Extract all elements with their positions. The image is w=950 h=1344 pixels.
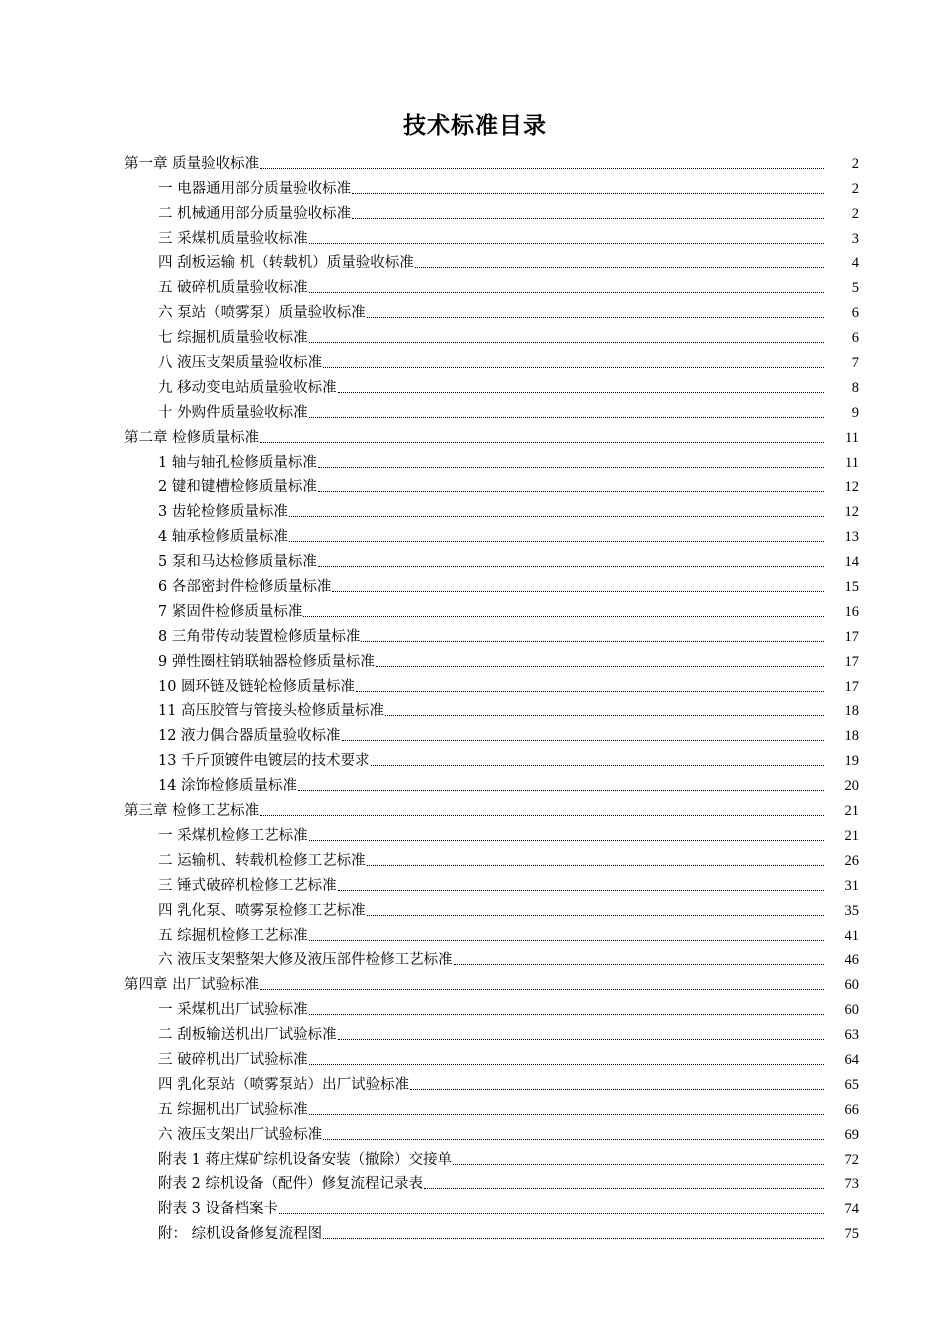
toc-entry-title: 第一章 质量验收标准 (124, 155, 260, 172)
toc-page-number: 21 (844, 827, 859, 844)
dot-leader (361, 641, 824, 642)
dot-leader (309, 243, 824, 244)
page-title: 技术标准目录 (403, 113, 547, 139)
toc-page-number: 16 (844, 603, 859, 620)
toc-entry-title: 10 圆环链及链轮检修质量标准 (158, 678, 356, 695)
toc-section-entry[interactable] (0, 374, 950, 399)
toc-page-number: 66 (844, 1101, 859, 1118)
toc-page-number: 72 (844, 1151, 859, 1168)
toc-section-entry[interactable] (0, 250, 950, 275)
dot-leader (454, 964, 824, 965)
dot-leader (279, 1213, 824, 1214)
dot-leader (410, 1089, 824, 1090)
toc-entry-title: 附： 综机设备修复流程图 (158, 1226, 323, 1243)
toc-page-number: 17 (844, 653, 859, 670)
toc-section-entry[interactable] (0, 474, 950, 499)
toc-entry-title: 6 各部密封件检修质量标准 (158, 579, 332, 596)
toc-entry-title: 14 涂饰检修质量标准 (158, 778, 298, 795)
toc-section-entry[interactable] (0, 1146, 950, 1171)
toc-entry-title: 3 齿轮检修质量标准 (158, 504, 288, 521)
dot-leader (356, 691, 824, 692)
dot-leader (323, 1238, 824, 1239)
toc-chapter-entry[interactable] (0, 971, 950, 996)
toc-entry-title: 二 刮板输送机出厂试验标准 (158, 1027, 337, 1044)
toc-section-entry[interactable] (0, 1195, 950, 1220)
toc-section-entry[interactable] (0, 225, 950, 250)
dot-leader (309, 1114, 824, 1115)
toc-page-number: 17 (844, 678, 859, 695)
toc-page-number: 21 (844, 803, 859, 820)
dot-leader (352, 193, 824, 194)
toc-section-entry[interactable] (0, 1121, 950, 1146)
dot-leader (415, 267, 824, 268)
dot-leader (385, 715, 824, 716)
toc-chapter-entry[interactable] (0, 150, 950, 175)
toc-entry-title: 七 综掘机质量验收标准 (158, 330, 308, 347)
toc-section-entry[interactable] (0, 573, 950, 598)
toc-section-entry[interactable] (0, 274, 950, 299)
toc-page-number: 26 (844, 852, 859, 869)
toc-page-number: 46 (844, 952, 859, 969)
toc-entry-title: 五 综掘机检修工艺标准 (158, 927, 308, 944)
toc-page-number: 35 (844, 902, 859, 919)
toc-section-entry[interactable] (0, 698, 950, 723)
toc-page-number: 8 (851, 379, 859, 396)
dot-leader (260, 815, 824, 816)
toc-page-number: 3 (851, 230, 859, 247)
dot-leader (318, 566, 824, 567)
toc-page-number: 14 (844, 554, 859, 571)
toc-entry-title: 十 外购件质量验收标准 (158, 404, 308, 421)
toc-page-number: 69 (844, 1126, 859, 1143)
toc-entry-title: 三 采煤机质量验收标准 (158, 230, 308, 247)
toc-section-entry[interactable] (0, 1046, 950, 1071)
toc-page-number: 18 (844, 728, 859, 745)
dot-leader (309, 840, 824, 841)
toc-page-number: 13 (844, 529, 859, 546)
toc-section-entry[interactable] (0, 548, 950, 573)
toc-section-entry[interactable] (0, 897, 950, 922)
toc-section-entry[interactable] (0, 598, 950, 623)
dot-leader (260, 989, 824, 990)
toc-entry-title: 五 破碎机质量验收标准 (158, 280, 308, 297)
toc-entry-title: 九 移动变电站质量验收标准 (158, 379, 337, 396)
toc-page-number: 2 (851, 155, 859, 172)
dot-leader (309, 1014, 824, 1015)
toc-section-entry[interactable] (0, 922, 950, 947)
dot-leader (342, 740, 824, 741)
toc-page-number: 63 (844, 1027, 859, 1044)
toc-page-number: 60 (844, 1002, 859, 1019)
toc-entry-title: 六 液压支架出厂试验标准 (158, 1126, 323, 1143)
toc-section-entry[interactable] (0, 175, 950, 200)
dot-leader (453, 1164, 824, 1165)
toc-section-entry[interactable] (0, 1071, 950, 1096)
toc-section-entry[interactable] (0, 648, 950, 673)
toc-section-entry[interactable] (0, 498, 950, 523)
toc-chapter-entry[interactable] (0, 797, 950, 822)
toc-entry-title: 一 采煤机检修工艺标准 (158, 827, 308, 844)
toc-entry-title: 附表 3 设备档案卡 (158, 1201, 278, 1218)
toc-page-number: 60 (844, 977, 859, 994)
toc-section-entry[interactable] (0, 722, 950, 747)
toc-page-number: 11 (845, 454, 859, 471)
toc-section-entry[interactable] (0, 299, 950, 324)
toc-entry-title: 四 刮板运输 机（转载机）质量验收标准 (158, 255, 414, 272)
toc-entry-title: 六 泵站（喷雾泵）质量验收标准 (158, 305, 366, 322)
dot-leader (318, 467, 824, 468)
toc-section-entry[interactable] (0, 673, 950, 698)
dot-leader (338, 890, 824, 891)
toc-page-number: 11 (845, 429, 859, 446)
toc-entry-title: 12 液力偶合器质量验收标准 (158, 728, 341, 745)
toc-page-number: 74 (844, 1201, 859, 1218)
toc-page-number: 2 (851, 205, 859, 222)
toc-entry-title: 三 破碎机出厂试验标准 (158, 1051, 308, 1068)
toc-entry-title: 第三章 检修工艺标准 (124, 803, 260, 820)
toc-page-number: 12 (844, 504, 859, 521)
toc-section-entry[interactable] (0, 399, 950, 424)
toc-entry-title: 5 泵和马达检修质量标准 (158, 554, 317, 571)
toc-section-entry[interactable] (0, 822, 950, 847)
dot-leader (424, 1188, 824, 1189)
dot-leader (303, 616, 824, 617)
toc-page-number: 65 (844, 1076, 859, 1093)
toc-entry-title: 三 锤式破碎机检修工艺标准 (158, 877, 337, 894)
dot-leader (260, 442, 824, 443)
dot-leader (309, 292, 824, 293)
toc-section-entry[interactable] (0, 200, 950, 225)
toc-entry-title: 二 机械通用部分质量验收标准 (158, 205, 352, 222)
dot-leader (309, 1064, 824, 1065)
toc-section-entry[interactable] (0, 1220, 950, 1245)
toc-section-entry[interactable] (0, 1171, 950, 1196)
dot-leader (318, 491, 824, 492)
toc-section-entry[interactable] (0, 772, 950, 797)
toc-section-entry[interactable] (0, 1096, 950, 1121)
toc-page-number: 20 (844, 778, 859, 795)
dot-leader (338, 392, 824, 393)
dot-leader (289, 541, 824, 542)
dot-leader (309, 940, 824, 941)
toc-section-entry[interactable] (0, 872, 950, 897)
dot-leader (323, 1139, 824, 1140)
toc-section-entry[interactable] (0, 324, 950, 349)
toc-chapter-entry[interactable] (0, 424, 950, 449)
toc-page-number: 73 (844, 1176, 859, 1193)
toc-page-number: 75 (844, 1226, 859, 1243)
toc-entry-title: 1 轴与轴孔检修质量标准 (158, 454, 317, 471)
toc-page-number: 19 (844, 753, 859, 770)
toc-page-number: 17 (844, 628, 859, 645)
toc-entry-title: 附表 2 综机设备（配件）修复流程记录表 (158, 1176, 423, 1193)
toc-entry-title: 第四章 出厂试验标准 (124, 977, 260, 994)
toc-page-number: 6 (851, 330, 859, 347)
toc-section-entry[interactable] (0, 349, 950, 374)
toc-page-number: 5 (851, 280, 859, 297)
toc-page-number: 7 (851, 355, 859, 372)
toc-section-entry[interactable] (0, 523, 950, 548)
toc-section-entry[interactable] (0, 847, 950, 872)
toc-entry-title: 一 采煤机出厂试验标准 (158, 1002, 308, 1019)
toc-entry-title: 11 高压胶管与管接头检修质量标准 (158, 703, 385, 720)
toc-entry-title: 四 乳化泵站（喷雾泵站）出厂试验标准 (158, 1076, 410, 1093)
toc-page-number: 6 (851, 305, 859, 322)
dot-leader (289, 516, 824, 517)
toc-entry-title: 9 弹性圈柱销联轴器检修质量标准 (158, 653, 375, 670)
toc-entry-title: 第二章 检修质量标准 (124, 429, 260, 446)
dot-leader (338, 1039, 824, 1040)
toc-entry-title: 六 液压支架整架大修及液压部件检修工艺标准 (158, 952, 453, 969)
toc-entry-title: 7 紧固件检修质量标准 (158, 603, 303, 620)
dot-leader (376, 666, 824, 667)
dot-leader (367, 915, 824, 916)
dot-leader (367, 317, 824, 318)
toc-entry-title: 一 电器通用部分质量验收标准 (158, 180, 352, 197)
toc-entry-title: 8 三角带传动装置检修质量标准 (158, 628, 361, 645)
toc-page-number: 15 (844, 579, 859, 596)
toc-page-number: 2 (851, 180, 859, 197)
toc-page-number: 4 (851, 255, 859, 272)
toc-page-number: 41 (844, 927, 859, 944)
toc-section-entry[interactable] (0, 623, 950, 648)
toc-page-number: 18 (844, 703, 859, 720)
dot-leader (352, 218, 824, 219)
toc-entry-title: 五 综掘机出厂试验标准 (158, 1101, 308, 1118)
dot-leader (260, 168, 824, 169)
toc-entry-title: 4 轴承检修质量标准 (158, 529, 288, 546)
dot-leader (298, 790, 824, 791)
toc-section-entry[interactable] (0, 947, 950, 972)
dot-leader (323, 367, 824, 368)
dot-leader (367, 865, 824, 866)
toc-page-number: 64 (844, 1051, 859, 1068)
toc-entry-title: 八 液压支架质量验收标准 (158, 355, 323, 372)
toc-section-entry[interactable] (0, 996, 950, 1021)
toc-section-entry[interactable] (0, 1021, 950, 1046)
dot-leader (309, 417, 824, 418)
dot-leader (371, 765, 824, 766)
table-of-contents (0, 150, 950, 1245)
toc-section-entry[interactable] (0, 747, 950, 772)
toc-entry-title: 13 千斤顶镀件电镀层的技术要求 (158, 753, 370, 770)
toc-section-entry[interactable] (0, 449, 950, 474)
toc-page-number: 9 (851, 404, 859, 421)
toc-page-number: 12 (844, 479, 859, 496)
dot-leader (332, 591, 824, 592)
toc-entry-title: 四 乳化泵、喷雾泵检修工艺标准 (158, 902, 366, 919)
toc-entry-title: 2 键和键槽检修质量标准 (158, 479, 317, 496)
toc-entry-title: 附表 1 蒋庄煤矿综机设备安装（撤除）交接单 (158, 1151, 452, 1168)
toc-entry-title: 二 运输机、转载机检修工艺标准 (158, 852, 366, 869)
dot-leader (309, 342, 824, 343)
toc-page-number: 31 (844, 877, 859, 894)
